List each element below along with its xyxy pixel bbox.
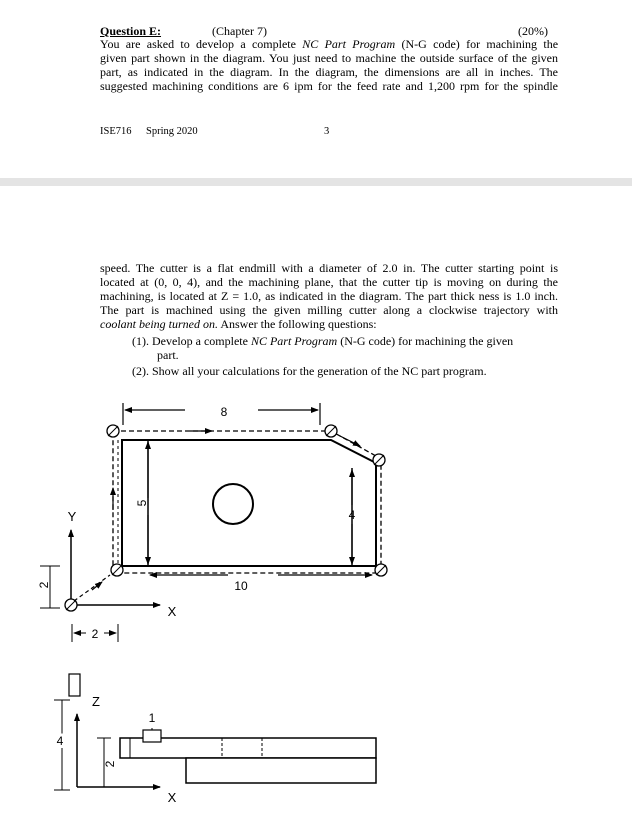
- dim-length-label: 10: [234, 579, 248, 593]
- tool-path: [113, 431, 381, 573]
- paragraph-line: speed. The cutter is a flat endmill with a diameter of 2.0 in. The cutter starting point is: [100, 261, 558, 275]
- paragraph-line: machining, is located at Z = 1.0, as indicated in the diagram. The part thick ness is 1.0 inch.: [100, 288, 558, 303]
- paragraph-line: given part shown in the diagram. You just need to machine the outside surface of the given: [100, 50, 558, 65]
- chapter-label: (Chapter 7): [212, 24, 267, 38]
- z-axis-label: Z: [92, 694, 100, 709]
- question-weight: (20%): [518, 24, 548, 38]
- dim-right-label: 4: [348, 508, 356, 522]
- dim-width-label: 8: [220, 405, 228, 419]
- paragraph-line: suggested machining conditions are 6 ipm for the feed rate and 1,200 rpm for the spindle: [100, 78, 558, 93]
- paragraph-line: located at (0, 0, 4), and the machining plane, that the cutter tip is moving on during the: [100, 274, 558, 289]
- x-axis-label: X: [167, 604, 177, 619]
- side-part-base: [186, 758, 376, 783]
- y-axis-label: Y: [67, 509, 77, 524]
- dim-offset-label: 2: [91, 627, 99, 641]
- dim-start-label: 4: [56, 734, 64, 748]
- part-hole: [213, 484, 253, 524]
- footer-semester: Spring 2020: [146, 126, 198, 137]
- question-1-continuation: part.: [157, 348, 179, 362]
- dim-offset-vert-label: 2: [37, 581, 51, 589]
- footer-page-number: 3: [324, 126, 330, 137]
- paragraph-line: The part is machined using the given milling cutter along a clockwise trajectory with: [100, 302, 558, 317]
- question-label: Question E:: [100, 24, 162, 38]
- paragraph-line: coolant being turned on. Answer the following questions:: [100, 316, 377, 331]
- side-tool: [69, 674, 80, 696]
- paragraph-line: You are asked to develop a complete NC Part Program (N-G code) for machining the: [100, 37, 559, 51]
- dim-height-label: 5: [135, 499, 149, 507]
- part-outline: [122, 440, 376, 566]
- question-1: (1). Develop a complete NC Part Program (N-G code) for machining the given: [132, 334, 514, 348]
- paragraph-line: part, as indicated in the diagram. In the diagram, the dimensions are all in inches. The: [100, 64, 558, 79]
- side-x-axis-label: X: [167, 790, 177, 805]
- footer-course: ISE716: [100, 126, 132, 137]
- dim-thick-label: 1: [148, 711, 156, 725]
- question-2: (2). Show all your calculations for the generation of the NC part program.: [132, 364, 487, 378]
- dim-plane-label: 2: [103, 760, 117, 768]
